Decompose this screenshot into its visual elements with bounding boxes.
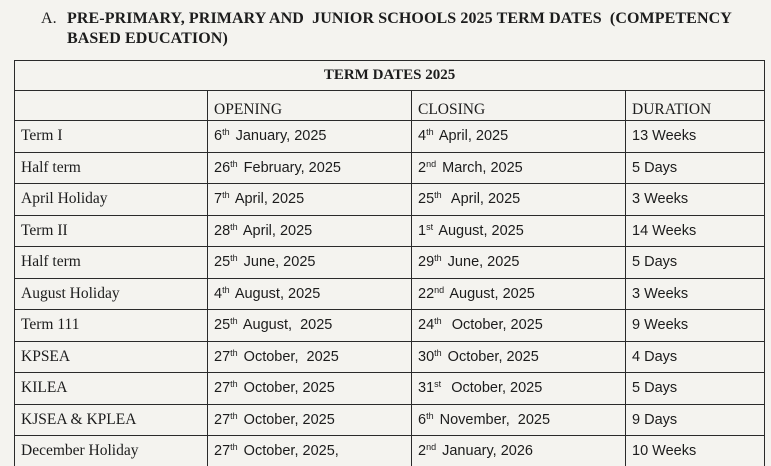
closing-day-suffix: th <box>434 190 442 201</box>
opening-day: 27 <box>214 380 231 397</box>
duration: 3 Weeks <box>626 184 765 216</box>
opening-day: 6 <box>214 128 223 145</box>
closing-month-year: April, 2025 <box>435 128 509 145</box>
duration: 5 Days <box>626 152 765 184</box>
opening-month-year: February, 2025 <box>239 159 341 176</box>
opening-month-year: April, 2025 <box>239 222 313 239</box>
term-dates-table <box>14 60 765 466</box>
opening-day-suffix: th <box>230 158 238 169</box>
closing-day: 2 <box>418 159 427 176</box>
closing-month-year: October, 2025 <box>443 380 543 397</box>
duration: 10 Weeks <box>626 436 765 466</box>
opening-day-suffix: th <box>230 379 238 390</box>
table-title: TERM DATES 2025 <box>15 61 765 91</box>
closing-date <box>412 341 626 373</box>
closing-date <box>412 404 626 436</box>
opening-month-year: June, 2025 <box>239 254 316 271</box>
opening-date <box>208 404 412 436</box>
closing-month-year: June, 2025 <box>443 254 520 271</box>
opening-day-suffix: th <box>222 190 230 201</box>
opening-day: 27 <box>214 348 231 365</box>
table-row <box>15 373 765 405</box>
opening-day-suffix: th <box>222 127 230 138</box>
opening-date <box>208 278 412 310</box>
table-row <box>15 404 765 436</box>
row-label: Half term <box>15 247 208 279</box>
closing-month-year: November, 2025 <box>435 411 551 428</box>
closing-date <box>412 152 626 184</box>
opening-day-suffix: th <box>222 284 230 295</box>
closing-day-suffix: th <box>434 316 442 327</box>
closing-day-suffix: st <box>426 221 434 232</box>
closing-month-year: January, 2026 <box>438 443 533 460</box>
closing-date <box>412 436 626 466</box>
closing-month-year: March, 2025 <box>438 159 523 176</box>
opening-day: 28 <box>214 222 231 239</box>
column-header-label <box>15 91 208 121</box>
opening-day: 7 <box>214 191 223 208</box>
closing-day: 1 <box>418 222 427 239</box>
section-letter: A. <box>41 10 57 27</box>
closing-date <box>412 373 626 405</box>
table-row <box>15 278 765 310</box>
opening-day: 27 <box>214 443 231 460</box>
opening-month-year: October, 2025 <box>239 348 339 365</box>
opening-date <box>208 121 412 153</box>
opening-month-year: January, 2025 <box>231 128 327 145</box>
closing-month-year: August, 2025 <box>435 222 524 239</box>
row-label: December Holiday <box>15 436 208 466</box>
table-title-row <box>15 61 765 91</box>
opening-day-suffix: th <box>230 410 238 421</box>
opening-date <box>208 341 412 373</box>
heading-title: PRE-PRIMARY, PRIMARY AND JUNIOR SCHOOLS 2025 TERM DATES (COMPETENCY <box>67 10 732 27</box>
closing-day: 25 <box>418 191 435 208</box>
closing-date <box>412 121 626 153</box>
row-label: Term I <box>15 121 208 153</box>
row-label: KPSEA <box>15 341 208 373</box>
closing-month-year: August, 2025 <box>446 285 535 302</box>
opening-day: 26 <box>214 159 231 176</box>
duration: 5 Days <box>626 247 765 279</box>
opening-month-year: August, 2025 <box>239 317 333 334</box>
duration: 14 Weeks <box>626 215 765 247</box>
column-header-opening: OPENING <box>208 91 412 121</box>
duration: 13 Weeks <box>626 121 765 153</box>
opening-month-year: October, 2025 <box>239 380 335 397</box>
closing-day: 24 <box>418 317 435 334</box>
table-row <box>15 121 765 153</box>
opening-month-year: October, 2025 <box>239 411 335 428</box>
opening-date <box>208 215 412 247</box>
duration: 9 Weeks <box>626 310 765 342</box>
row-label: Term 111 <box>15 310 208 342</box>
closing-day: 22 <box>418 285 435 302</box>
closing-day: 31 <box>418 380 435 397</box>
table-row <box>15 247 765 279</box>
closing-month-year: October, 2025 <box>443 348 539 365</box>
opening-month-year: August, 2025 <box>231 285 321 302</box>
row-label: KJSEA & KPLEA <box>15 404 208 436</box>
opening-date <box>208 373 412 405</box>
opening-day-suffix: th <box>230 347 238 358</box>
closing-date <box>412 184 626 216</box>
row-label: KILEA <box>15 373 208 405</box>
closing-day-suffix: th <box>426 127 434 138</box>
table-row <box>15 310 765 342</box>
duration: 4 Days <box>626 341 765 373</box>
opening-day-suffix: th <box>230 253 238 264</box>
opening-date <box>208 436 412 466</box>
opening-day-suffix: th <box>230 316 238 327</box>
closing-day: 2 <box>418 443 427 460</box>
table-row <box>15 215 765 247</box>
opening-day-suffix: th <box>230 221 238 232</box>
table-row <box>15 436 765 466</box>
document-heading <box>20 9 765 49</box>
closing-day-suffix: nd <box>426 442 437 453</box>
closing-date <box>412 247 626 279</box>
opening-day: 25 <box>214 254 231 271</box>
closing-day: 30 <box>418 348 435 365</box>
row-label: Half term <box>15 152 208 184</box>
opening-date <box>208 247 412 279</box>
closing-day-suffix: th <box>434 347 442 358</box>
row-label: April Holiday <box>15 184 208 216</box>
heading-line-2: BASED EDUCATION) <box>67 30 228 47</box>
closing-month-year: April, 2025 <box>443 191 521 208</box>
opening-month-year: April, 2025 <box>231 191 305 208</box>
closing-day-suffix: th <box>434 253 442 264</box>
table-row <box>15 184 765 216</box>
closing-day: 29 <box>418 254 435 271</box>
closing-date <box>412 310 626 342</box>
closing-day-suffix: nd <box>426 158 437 169</box>
table-row <box>15 152 765 184</box>
table-header-row <box>15 91 765 121</box>
closing-day-suffix: nd <box>434 284 445 295</box>
duration: 9 Days <box>626 404 765 436</box>
closing-day-suffix: th <box>426 410 434 421</box>
duration: 5 Days <box>626 373 765 405</box>
closing-day: 4 <box>418 128 427 145</box>
row-label: Term II <box>15 215 208 247</box>
heading-line-1 <box>20 9 765 29</box>
opening-day: 4 <box>214 285 223 302</box>
closing-month-year: October, 2025 <box>443 317 543 334</box>
row-label: August Holiday <box>15 278 208 310</box>
opening-day: 27 <box>214 411 231 428</box>
opening-day-suffix: th <box>230 442 238 453</box>
closing-date <box>412 215 626 247</box>
opening-day: 25 <box>214 317 231 334</box>
opening-date <box>208 184 412 216</box>
opening-date <box>208 310 412 342</box>
column-header-duration: DURATION <box>626 91 765 121</box>
closing-day-suffix: st <box>434 379 442 390</box>
column-header-closing: CLOSING <box>412 91 626 121</box>
closing-day: 6 <box>418 411 427 428</box>
opening-month-year: October, 2025, <box>239 443 339 460</box>
closing-date <box>412 278 626 310</box>
table-row <box>15 341 765 373</box>
opening-date <box>208 152 412 184</box>
duration: 3 Weeks <box>626 278 765 310</box>
